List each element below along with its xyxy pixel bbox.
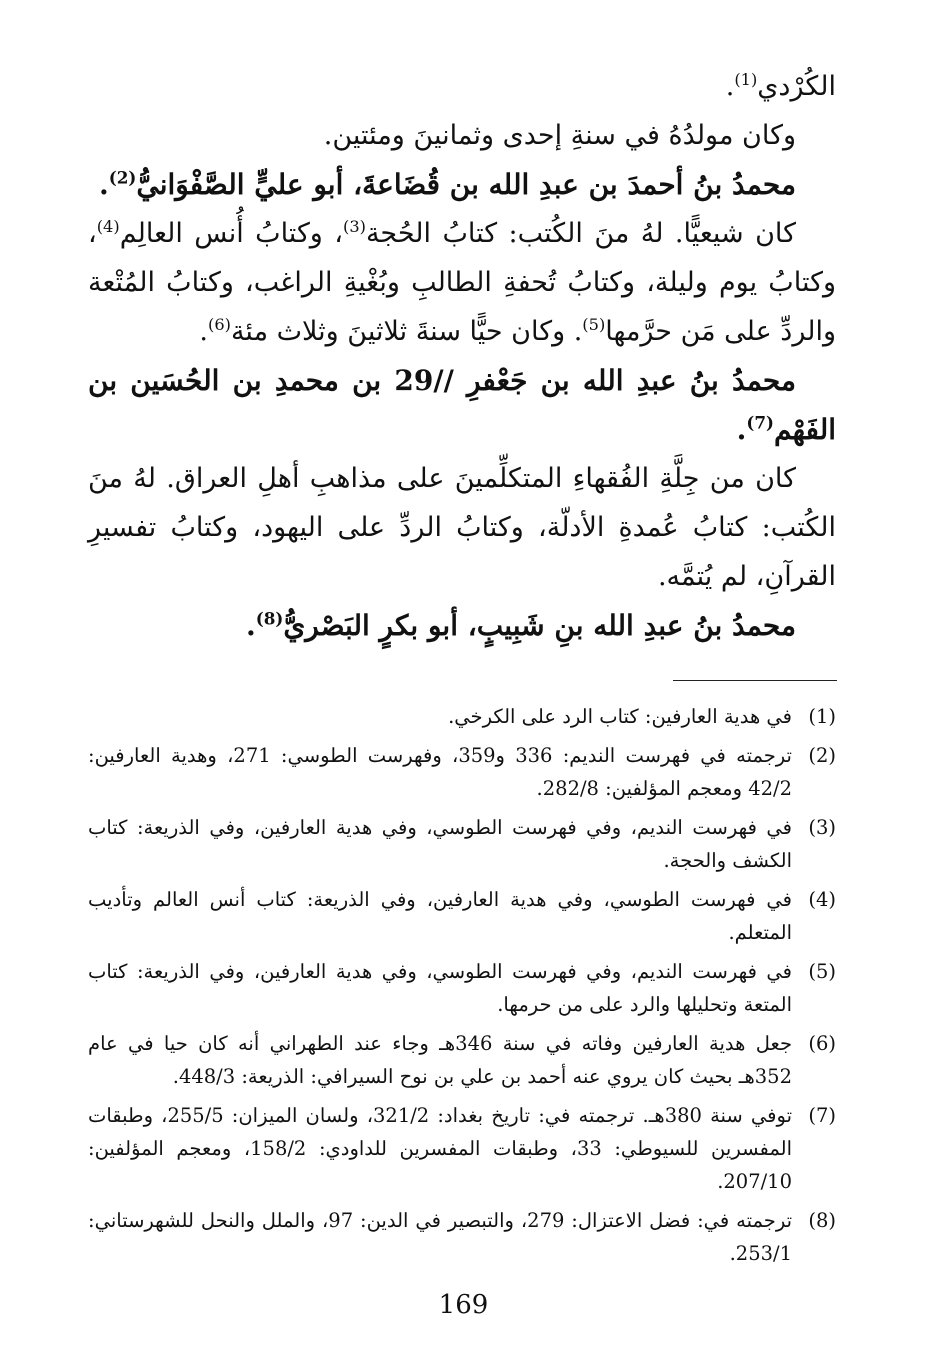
footnote-ref-1[interactable]: (1) — [734, 70, 758, 89]
paragraph-3 — [88, 209, 836, 356]
footnote-item — [88, 883, 836, 949]
footnote-item — [88, 811, 836, 877]
paragraph-3-end: . — [199, 316, 208, 347]
footnote-item — [88, 1204, 836, 1270]
footnote-text: توفي سنة 380هـ. ترجمته في: تاريخ بغداد: 321/2، ولسان الميزان: 255/5، وطبقات المفسرين للسيوطي: 33، وطبقات المفسرين للداودي: 158/2، ومعجم المؤلفين: 207/10. — [88, 1104, 792, 1193]
entry-heading-2 — [88, 356, 836, 454]
main-text — [88, 62, 836, 650]
footnote-ref-6[interactable]: (6) — [207, 315, 231, 334]
paragraph-1-end: . — [725, 71, 735, 102]
footnotes — [88, 700, 836, 1276]
footnote-number: (8) — [808, 1209, 836, 1232]
footnote-number: (4) — [808, 888, 836, 911]
entry-heading-3 — [88, 601, 836, 650]
footnote-number: (2) — [808, 744, 836, 767]
footnote-text: في فهرست النديم، وفي فهرست الطوسي، وفي هدية العارفين، وفي الذريعة: كتاب الكشف والحجة. — [88, 816, 792, 872]
entry-heading-1-end: . — [99, 168, 109, 201]
footnote-text: في هدية العارفين: كتاب الرد على الكرخي. — [448, 705, 792, 728]
footnote-ref-7[interactable]: (7) — [746, 412, 774, 433]
footnote-text: جعل هدية العارفين وفاته في سنة 346هـ وجاء عند الطهراني أنه كان حيا في عام 352هـ بحيث كان يروي عنه أحمد بن علي بن نوح السيرافي: الذريعة: 448/3. — [88, 1032, 793, 1088]
footnote-ref-3[interactable]: (3) — [342, 217, 366, 236]
footnote-item — [88, 1099, 836, 1198]
footnote-number: (5) — [808, 960, 836, 983]
footnote-ref-4[interactable]: (4) — [96, 217, 120, 236]
entry-heading-3-end: . — [246, 609, 256, 642]
paragraph-1 — [88, 62, 836, 111]
footnote-separator — [673, 680, 837, 681]
footnote-text: ترجمته في فهرست النديم: 336 و359، وفهرست الطوسي: 271، وهدية العارفين: 42/2 ومعجم المؤلفين: 282/8. — [88, 744, 792, 800]
footnote-number: (3) — [808, 816, 836, 839]
body-text — [88, 62, 836, 650]
paragraph-2: وكان مولدُهُ في سنةِ إحدى وثمانينَ ومئتين. — [323, 120, 796, 151]
entry-heading-2-end: . — [736, 413, 747, 446]
entry-heading-2-text: محمدُ بنُ عبدِ الله بن جَعْفرِ //29 بن محمدِ بن الحُسَين بن الفَهْم — [88, 364, 836, 446]
paragraph-3-part-c: ، وكتابُ يوم وليلة، وكتابُ تُحفةِ الطالبِ وبُغْيةِ الراغب، وكتابُ المُتْعة والردِّ على مَن حرَّمها — [88, 218, 836, 347]
paragraph-3-part-a: كان شيعيًّا. لهُ منَ الكُتب: كتابُ الحُجة — [365, 218, 796, 249]
footnote-item — [88, 1027, 836, 1093]
footnote-number: (1) — [808, 705, 836, 728]
entry-heading-3-text: محمدُ بنُ عبدِ الله بنِ شَبِيبٍ، أبو بكرٍ البَصْريُّ — [283, 609, 796, 642]
footnote-ref-5[interactable]: (5) — [582, 315, 606, 334]
paragraph-4: كان من جِلَّةِ الفُقهاءِ المتكلِّمينَ على مذاهبِ أهلِ العراق. لهُ منَ الكُتب: كتابُ عُمدةِ الأدلّة، وكتابُ الردِّ على اليهود، وكتابُ تفسيرِ القرآنِ، لم يُتمَّه. — [88, 463, 836, 592]
paragraph-1-text: الكُرْدي — [757, 71, 836, 102]
entry-heading-1-text: محمدُ بنُ أحمدَ بن عبدِ الله بن قُضَاعةَ، أبو عليٍّ الصَّفْوَانيُّ — [136, 168, 796, 201]
footnote-ref-2[interactable]: (2) — [108, 167, 137, 188]
footnote-item — [88, 700, 836, 733]
page-number: 169 — [438, 1290, 489, 1320]
footnote-number: (7) — [808, 1104, 836, 1127]
footnote-number: (6) — [808, 1032, 836, 1055]
footnote-item — [88, 739, 836, 805]
footnote-text: في فهرست الطوسي، وفي هدية العارفين، وفي الذريعة: كتاب أنس العالم وتأديب المتعلم. — [88, 888, 792, 944]
footnote-text: ترجمته في: فضل الاعتزال: 279، والتبصير في الدين: 97، والملل والنحل للشهرستاني: 253/1. — [88, 1209, 793, 1265]
entry-heading-1 — [88, 160, 836, 209]
footnote-ref-8[interactable]: (8) — [255, 608, 284, 629]
footnote-item — [88, 955, 836, 1021]
footnote-text: في فهرست النديم، وفي فهرست الطوسي، وفي هدية العارفين، وفي الذريعة: كتاب المتعة وتحليلها والرد على من حرمها. — [88, 960, 792, 1016]
paragraph-3-part-b: ، وكتابُ أُنس العالِم — [119, 218, 343, 249]
paragraph-3-part-d: . وكان حيًّا سنةَ ثلاثينَ وثلاث مئة — [230, 316, 583, 347]
